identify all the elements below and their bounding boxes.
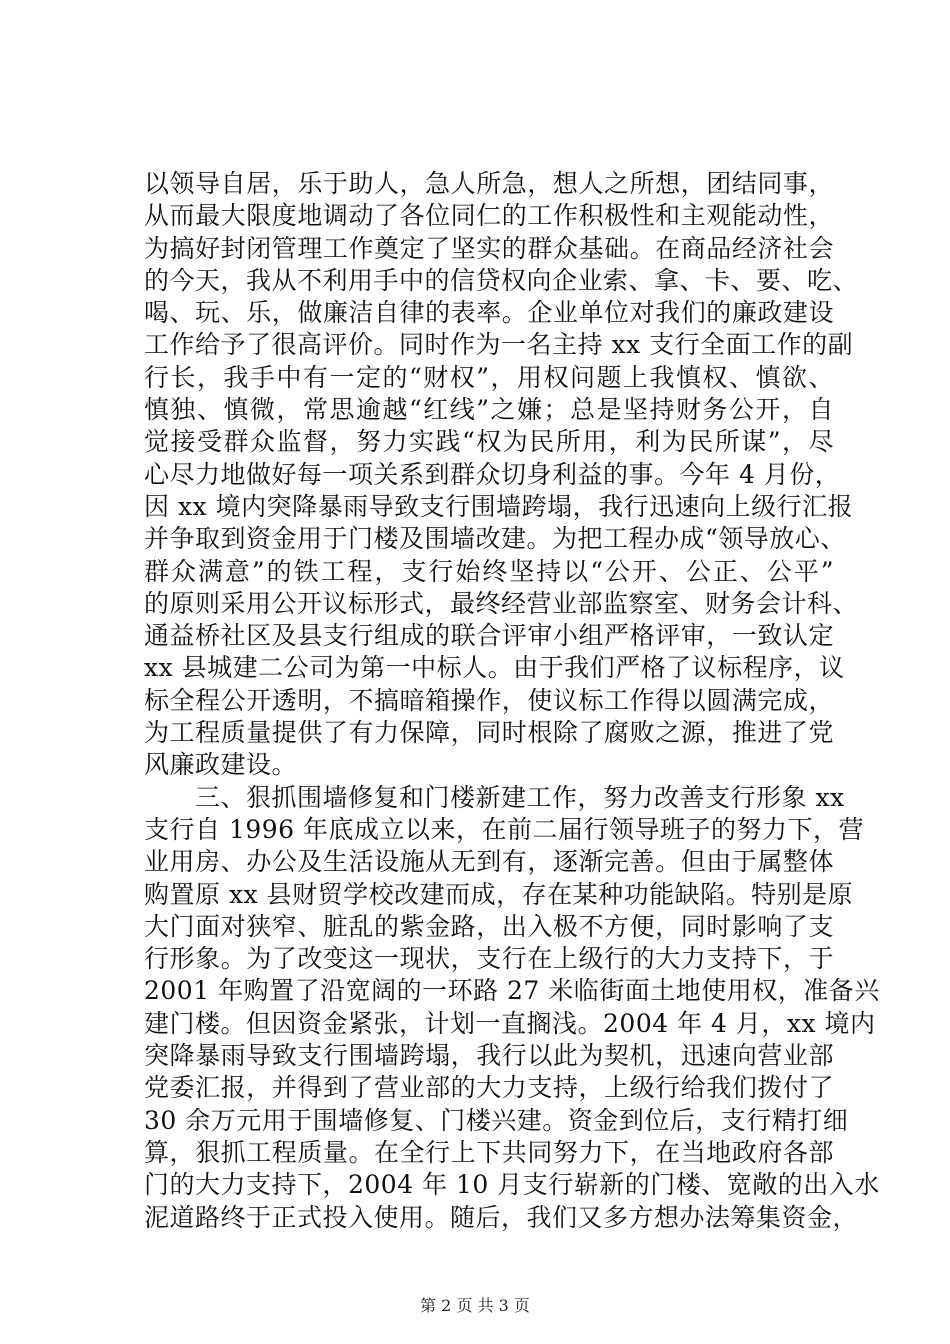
text-line: 30 余万元用于围墙修复、门楼兴建。资金到位后，支行精打细	[144, 1105, 849, 1135]
text-line: 算，狠抓工程质量。在全行上下共同努力下，在当地政府各部	[144, 1137, 834, 1167]
text-line: 的今天，我从不利用手中的信贷权向企业索、拿、卡、要、吃、	[144, 265, 859, 295]
text-line: 慎独、慎微，常思逾越“红线”之嫌；总是坚持财务公开，自	[144, 395, 834, 425]
text-line: 觉接受群众监督，努力实践“权为民所用，利为民所谋”，尽	[144, 427, 834, 457]
text-line: 并争取到资金用于门楼及围墙改建。为把工程办成“领导放心、	[144, 524, 846, 554]
text-line: 为工程质量提供了有力保障，同时根除了腐败之源，推进了党	[144, 718, 834, 748]
text-line: 喝、玩、乐，做廉洁自律的表率。企业单位对我们的廉政建设	[144, 298, 834, 328]
text-line: 以领导自居，乐于助人，急人所急，想人之所想，团结同事，	[144, 169, 834, 198]
text-line: 行形象。为了改变这一现状，支行在上级行的大力支持下，于	[144, 944, 834, 974]
text-line: 心尽力地做好每一项关系到群众切身利益的事。今年 4 月份，	[144, 459, 841, 489]
text-line: 突降暴雨导致支行围墙跨塌，我行以此为契机，迅速向营业部	[144, 1041, 834, 1071]
text-line: 的原则采用公开议标形式，最终经营业部监察室、财务会计科、	[144, 588, 859, 618]
text-line: 泥道路终于正式投入使用。随后，我们又多方想办法筹集资金，	[144, 1202, 859, 1232]
text-line: 建门楼。但因资金紧张，计划一直搁浅。2004 年 4 月，xx 境内	[144, 1008, 876, 1038]
document-body	[144, 168, 880, 1234]
text-line: 业用房、办公及生活设施从无到有，逐渐完善。但由于属整体	[144, 847, 834, 877]
text-line: 从而最大限度地调动了各位同仁的工作积极性和主观能动性，	[144, 201, 834, 231]
text-line: 门的大力支持下，2004 年 10 月支行崭新的门楼、宽敞的出入水	[144, 1170, 880, 1200]
text-line: 因 xx 境内突降暴雨导致支行围墙跨塌，我行迅速向上级行汇报	[144, 491, 854, 521]
text-line: 党委汇报，并得到了营业部的大力支持，上级行给我们拨付了	[144, 1073, 834, 1103]
text-line: 大门面对狭窄、脏乱的紫金路，出入极不方便，同时影响了支	[144, 911, 834, 941]
text-line: 群众满意”的铁工程，支行始终坚持以“公开、公正、公平”	[144, 556, 834, 586]
paragraph-2	[144, 782, 880, 1234]
text-line: 支行自 1996 年底成立以来，在前二届行领导班子的努力下，营	[144, 814, 865, 844]
text-line: 工作给予了很高评价。同时作为一名主持 xx 支行全面工作的副	[144, 330, 854, 360]
text-line: 标全程公开透明，不搞暗箱操作，使议标工作得以圆满完成，	[144, 685, 834, 715]
page-number-footer: 第 2 页 共 3 页	[420, 1296, 530, 1315]
text-line: 为搞好封闭管理工作奠定了坚实的群众基础。在商品经济社会	[144, 233, 834, 263]
section-heading-line: 三、狠抓围墙修复和门楼新建工作，努力改善支行形象 xx	[144, 782, 845, 812]
text-line: 行长，我手中有一定的“财权”，用权问题上我慎权、慎欲、	[144, 362, 834, 392]
text-line: 购置原 xx 县财贸学校改建而成，存在某种功能缺陷。特别是原	[144, 879, 854, 909]
paragraph-1	[144, 168, 859, 782]
text-line: 2001 年购置了沿宽阔的一环路 27 米临街面土地使用权，准备兴	[144, 976, 880, 1006]
text-line: xx 县城建二公司为第一中标人。由于我们严格了议标程序，议	[144, 653, 845, 683]
text-line: 风廉政建设。	[144, 750, 298, 780]
text-line: 通益桥社区及县支行组成的联合评审小组严格评审，一致认定	[144, 621, 834, 651]
